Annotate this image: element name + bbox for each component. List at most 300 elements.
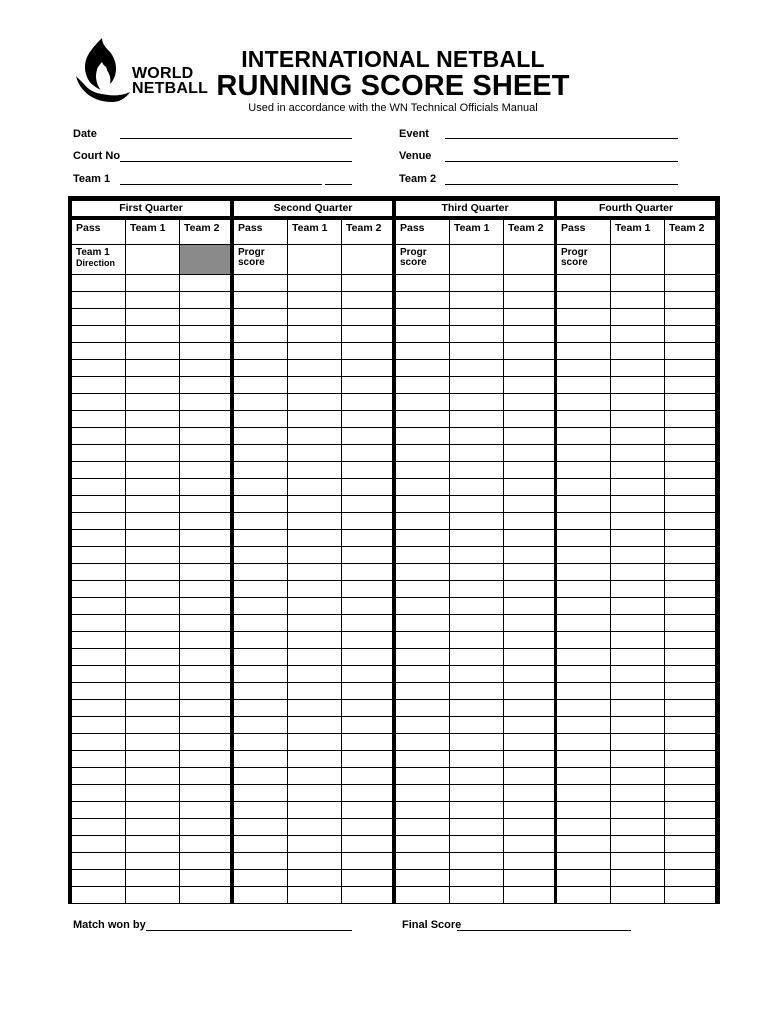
score-cell[interactable] — [180, 513, 230, 530]
score-cell[interactable] — [450, 870, 504, 887]
score-cell[interactable] — [342, 309, 392, 326]
score-cell[interactable] — [665, 428, 715, 445]
pass-cell[interactable] — [396, 343, 450, 360]
score-cell[interactable] — [126, 547, 180, 564]
pass-cell[interactable] — [234, 785, 288, 802]
score-cell[interactable] — [665, 462, 715, 479]
pass-cell[interactable] — [557, 734, 611, 751]
score-cell[interactable] — [180, 343, 230, 360]
score-cell[interactable] — [126, 802, 180, 819]
score-cell[interactable] — [504, 717, 554, 734]
pass-cell[interactable] — [396, 292, 450, 309]
pass-cell[interactable] — [557, 530, 611, 547]
score-cell[interactable] — [342, 411, 392, 428]
score-cell[interactable] — [342, 785, 392, 802]
score-cell[interactable] — [665, 751, 715, 768]
pass-cell[interactable] — [72, 649, 126, 666]
score-cell[interactable] — [665, 530, 715, 547]
pass-cell[interactable] — [234, 428, 288, 445]
pass-cell[interactable] — [557, 717, 611, 734]
score-cell[interactable] — [665, 819, 715, 836]
score-cell[interactable] — [665, 245, 715, 275]
pass-cell[interactable] — [557, 445, 611, 462]
score-cell[interactable] — [180, 360, 230, 377]
pass-cell[interactable] — [557, 683, 611, 700]
pass-cell[interactable] — [396, 394, 450, 411]
pass-cell[interactable] — [557, 785, 611, 802]
team1-field-extra[interactable] — [325, 184, 352, 185]
pass-cell[interactable] — [557, 632, 611, 649]
score-cell[interactable] — [342, 632, 392, 649]
score-cell[interactable] — [126, 394, 180, 411]
pass-cell[interactable] — [72, 445, 126, 462]
score-cell[interactable] — [180, 275, 230, 292]
score-cell[interactable] — [611, 394, 665, 411]
pass-cell[interactable] — [72, 666, 126, 683]
pass-cell[interactable] — [396, 360, 450, 377]
score-cell[interactable] — [504, 479, 554, 496]
score-cell[interactable] — [180, 853, 230, 870]
score-cell[interactable] — [504, 734, 554, 751]
score-cell[interactable] — [288, 377, 342, 394]
score-cell[interactable] — [504, 666, 554, 683]
pass-cell[interactable] — [234, 479, 288, 496]
pass-cell[interactable] — [396, 513, 450, 530]
score-cell[interactable] — [665, 717, 715, 734]
pass-cell[interactable] — [234, 547, 288, 564]
score-cell[interactable] — [611, 734, 665, 751]
score-cell[interactable] — [126, 734, 180, 751]
score-cell[interactable] — [342, 802, 392, 819]
score-cell[interactable] — [180, 530, 230, 547]
pass-cell[interactable] — [72, 581, 126, 598]
score-cell[interactable] — [126, 870, 180, 887]
pass-cell[interactable] — [396, 411, 450, 428]
score-cell[interactable] — [342, 462, 392, 479]
score-cell[interactable] — [504, 751, 554, 768]
pass-cell[interactable] — [234, 377, 288, 394]
pass-cell[interactable] — [72, 785, 126, 802]
pass-cell[interactable] — [72, 496, 126, 513]
score-cell[interactable] — [126, 666, 180, 683]
pass-cell[interactable] — [234, 513, 288, 530]
score-cell[interactable] — [665, 479, 715, 496]
score-cell[interactable] — [288, 245, 342, 275]
pass-cell[interactable] — [72, 734, 126, 751]
score-cell[interactable] — [126, 445, 180, 462]
score-cell[interactable] — [126, 598, 180, 615]
event-field[interactable] — [445, 138, 678, 139]
score-cell[interactable] — [342, 394, 392, 411]
pass-cell[interactable] — [72, 547, 126, 564]
score-cell[interactable] — [611, 292, 665, 309]
pass-cell[interactable] — [557, 802, 611, 819]
score-cell[interactable] — [450, 377, 504, 394]
score-cell[interactable] — [126, 496, 180, 513]
pass-cell[interactable] — [557, 513, 611, 530]
score-cell[interactable] — [126, 751, 180, 768]
venue-field[interactable] — [445, 161, 678, 162]
score-cell[interactable] — [504, 394, 554, 411]
score-cell[interactable] — [504, 564, 554, 581]
score-cell[interactable] — [288, 411, 342, 428]
score-cell[interactable] — [665, 598, 715, 615]
pass-cell[interactable] — [72, 394, 126, 411]
pass-cell[interactable] — [396, 615, 450, 632]
score-cell[interactable] — [180, 700, 230, 717]
score-cell[interactable] — [665, 326, 715, 343]
score-cell[interactable] — [288, 853, 342, 870]
score-cell[interactable] — [611, 360, 665, 377]
score-cell[interactable] — [450, 530, 504, 547]
score-cell[interactable] — [504, 785, 554, 802]
score-cell[interactable] — [611, 377, 665, 394]
pass-cell[interactable] — [72, 428, 126, 445]
pass-cell[interactable] — [557, 751, 611, 768]
pass-cell[interactable] — [72, 462, 126, 479]
court-no-field[interactable] — [120, 161, 352, 162]
score-cell[interactable] — [180, 326, 230, 343]
score-cell[interactable] — [342, 649, 392, 666]
score-cell[interactable] — [611, 530, 665, 547]
score-cell[interactable] — [288, 530, 342, 547]
pass-cell[interactable] — [72, 819, 126, 836]
score-cell[interactable] — [126, 530, 180, 547]
score-cell[interactable] — [288, 700, 342, 717]
pass-cell[interactable] — [234, 836, 288, 853]
score-cell[interactable] — [180, 462, 230, 479]
pass-cell[interactable] — [234, 581, 288, 598]
match-won-by-field[interactable] — [146, 930, 352, 931]
score-cell[interactable] — [342, 275, 392, 292]
score-cell[interactable] — [665, 683, 715, 700]
score-cell[interactable] — [126, 887, 180, 904]
pass-cell[interactable] — [557, 768, 611, 785]
pass-cell[interactable] — [396, 649, 450, 666]
pass-cell[interactable] — [396, 683, 450, 700]
score-cell[interactable] — [611, 275, 665, 292]
score-cell[interactable] — [126, 360, 180, 377]
score-cell[interactable] — [288, 649, 342, 666]
score-cell[interactable] — [450, 819, 504, 836]
score-cell[interactable] — [665, 615, 715, 632]
score-cell[interactable] — [504, 496, 554, 513]
score-cell[interactable] — [180, 309, 230, 326]
pass-cell[interactable] — [234, 819, 288, 836]
pass-cell[interactable] — [72, 751, 126, 768]
pass-cell[interactable] — [396, 768, 450, 785]
date-field[interactable] — [120, 138, 352, 139]
pass-cell[interactable] — [557, 428, 611, 445]
score-cell[interactable] — [126, 632, 180, 649]
pass-cell[interactable] — [396, 853, 450, 870]
score-cell[interactable] — [611, 326, 665, 343]
score-cell[interactable] — [126, 581, 180, 598]
score-cell[interactable] — [126, 717, 180, 734]
score-cell[interactable] — [126, 245, 180, 275]
pass-cell[interactable] — [557, 870, 611, 887]
score-cell[interactable] — [611, 853, 665, 870]
score-cell[interactable] — [180, 445, 230, 462]
pass-cell[interactable] — [396, 445, 450, 462]
pass-cell[interactable] — [72, 343, 126, 360]
score-cell[interactable] — [504, 462, 554, 479]
score-cell[interactable] — [126, 836, 180, 853]
score-cell[interactable] — [665, 632, 715, 649]
team1-field[interactable] — [120, 184, 322, 185]
pass-cell[interactable] — [557, 360, 611, 377]
score-cell[interactable] — [504, 275, 554, 292]
score-cell[interactable] — [611, 683, 665, 700]
score-cell[interactable] — [342, 836, 392, 853]
pass-cell[interactable] — [396, 598, 450, 615]
score-cell[interactable] — [611, 632, 665, 649]
score-cell[interactable] — [288, 445, 342, 462]
score-cell[interactable] — [450, 785, 504, 802]
score-cell[interactable] — [450, 700, 504, 717]
pass-cell[interactable] — [396, 377, 450, 394]
score-cell[interactable] — [180, 666, 230, 683]
score-cell[interactable] — [450, 547, 504, 564]
score-cell[interactable] — [180, 683, 230, 700]
score-cell[interactable] — [180, 394, 230, 411]
score-cell[interactable] — [126, 411, 180, 428]
score-cell[interactable] — [504, 632, 554, 649]
score-cell[interactable] — [450, 887, 504, 904]
score-cell[interactable] — [126, 853, 180, 870]
score-cell[interactable] — [450, 683, 504, 700]
pass-cell[interactable] — [234, 853, 288, 870]
score-cell[interactable] — [665, 513, 715, 530]
score-cell[interactable] — [126, 785, 180, 802]
pass-cell[interactable] — [234, 292, 288, 309]
score-cell[interactable] — [504, 615, 554, 632]
pass-cell[interactable] — [557, 411, 611, 428]
pass-cell[interactable] — [396, 530, 450, 547]
pass-cell[interactable] — [557, 496, 611, 513]
score-cell[interactable] — [665, 309, 715, 326]
score-cell[interactable] — [611, 581, 665, 598]
pass-cell[interactable] — [234, 666, 288, 683]
score-cell[interactable] — [450, 479, 504, 496]
score-cell[interactable] — [180, 768, 230, 785]
pass-cell[interactable] — [557, 309, 611, 326]
score-cell[interactable] — [126, 326, 180, 343]
score-cell[interactable] — [450, 751, 504, 768]
score-cell[interactable] — [665, 547, 715, 564]
pass-cell[interactable] — [234, 751, 288, 768]
score-cell[interactable] — [504, 581, 554, 598]
pass-cell[interactable] — [557, 853, 611, 870]
score-cell[interactable] — [450, 445, 504, 462]
pass-cell[interactable] — [234, 394, 288, 411]
score-cell[interactable] — [126, 462, 180, 479]
score-cell[interactable] — [665, 836, 715, 853]
pass-cell[interactable] — [396, 479, 450, 496]
pass-cell[interactable] — [72, 632, 126, 649]
score-cell[interactable] — [288, 496, 342, 513]
score-cell[interactable] — [504, 836, 554, 853]
pass-cell[interactable] — [557, 394, 611, 411]
score-cell[interactable] — [611, 564, 665, 581]
score-cell[interactable] — [611, 479, 665, 496]
pass-cell[interactable] — [557, 666, 611, 683]
score-cell[interactable] — [450, 632, 504, 649]
pass-cell[interactable] — [557, 598, 611, 615]
score-cell[interactable] — [180, 802, 230, 819]
score-cell[interactable] — [288, 632, 342, 649]
pass-cell[interactable] — [72, 564, 126, 581]
score-cell[interactable] — [611, 309, 665, 326]
score-cell[interactable] — [180, 292, 230, 309]
score-cell[interactable] — [450, 836, 504, 853]
score-cell[interactable] — [504, 513, 554, 530]
pass-cell[interactable] — [234, 649, 288, 666]
pass-cell[interactable] — [396, 802, 450, 819]
score-cell[interactable] — [665, 853, 715, 870]
score-cell[interactable] — [288, 275, 342, 292]
score-cell[interactable] — [504, 802, 554, 819]
score-cell[interactable] — [342, 683, 392, 700]
score-cell[interactable] — [665, 496, 715, 513]
score-cell[interactable] — [450, 462, 504, 479]
score-cell[interactable] — [611, 343, 665, 360]
score-cell[interactable] — [126, 683, 180, 700]
score-cell[interactable] — [342, 513, 392, 530]
pass-cell[interactable] — [396, 428, 450, 445]
score-cell[interactable] — [665, 411, 715, 428]
score-cell[interactable] — [180, 887, 230, 904]
score-cell[interactable] — [342, 870, 392, 887]
score-cell[interactable] — [342, 581, 392, 598]
score-cell[interactable] — [665, 666, 715, 683]
pass-cell[interactable] — [72, 309, 126, 326]
score-cell[interactable] — [180, 819, 230, 836]
score-cell[interactable] — [342, 853, 392, 870]
pass-cell[interactable] — [557, 887, 611, 904]
pass-cell[interactable] — [72, 479, 126, 496]
score-cell[interactable] — [180, 717, 230, 734]
score-cell[interactable] — [665, 785, 715, 802]
pass-cell[interactable] — [72, 513, 126, 530]
score-cell[interactable] — [342, 751, 392, 768]
score-cell[interactable] — [342, 377, 392, 394]
score-cell[interactable] — [342, 768, 392, 785]
pass-cell[interactable] — [72, 275, 126, 292]
score-cell[interactable] — [450, 564, 504, 581]
score-cell[interactable] — [504, 683, 554, 700]
pass-cell[interactable] — [557, 700, 611, 717]
pass-cell[interactable] — [72, 411, 126, 428]
score-cell[interactable] — [180, 547, 230, 564]
score-cell[interactable] — [665, 445, 715, 462]
pass-cell[interactable] — [557, 292, 611, 309]
score-cell[interactable] — [611, 887, 665, 904]
score-cell[interactable] — [665, 360, 715, 377]
score-cell[interactable] — [288, 343, 342, 360]
score-cell[interactable] — [504, 649, 554, 666]
score-cell[interactable] — [611, 700, 665, 717]
pass-cell[interactable] — [234, 734, 288, 751]
pass-cell[interactable] — [72, 530, 126, 547]
pass-cell[interactable] — [72, 292, 126, 309]
score-cell[interactable] — [611, 751, 665, 768]
score-cell[interactable] — [342, 496, 392, 513]
pass-cell[interactable] — [72, 887, 126, 904]
pass-cell[interactable] — [234, 870, 288, 887]
score-cell[interactable] — [611, 462, 665, 479]
score-cell[interactable] — [342, 564, 392, 581]
score-cell[interactable] — [611, 428, 665, 445]
score-cell[interactable] — [342, 615, 392, 632]
score-cell[interactable] — [342, 245, 392, 275]
score-cell[interactable] — [504, 309, 554, 326]
pass-cell[interactable] — [396, 870, 450, 887]
score-cell[interactable] — [126, 309, 180, 326]
pass-cell[interactable] — [72, 326, 126, 343]
pass-cell[interactable] — [234, 615, 288, 632]
score-cell[interactable] — [288, 326, 342, 343]
score-cell[interactable] — [611, 547, 665, 564]
score-cell[interactable] — [504, 343, 554, 360]
score-cell[interactable] — [450, 326, 504, 343]
team2-field[interactable] — [445, 184, 678, 185]
pass-cell[interactable] — [396, 751, 450, 768]
pass-cell[interactable] — [72, 615, 126, 632]
score-cell[interactable] — [288, 360, 342, 377]
score-cell[interactable] — [180, 632, 230, 649]
score-cell[interactable] — [126, 428, 180, 445]
pass-cell[interactable] — [557, 836, 611, 853]
score-cell[interactable] — [126, 564, 180, 581]
score-cell[interactable] — [611, 802, 665, 819]
pass-cell[interactable] — [396, 309, 450, 326]
score-cell[interactable] — [342, 292, 392, 309]
score-cell[interactable] — [504, 530, 554, 547]
score-cell[interactable] — [288, 785, 342, 802]
score-cell[interactable] — [288, 734, 342, 751]
score-cell[interactable] — [665, 343, 715, 360]
pass-cell[interactable] — [396, 785, 450, 802]
score-cell[interactable] — [504, 326, 554, 343]
pass-cell[interactable] — [396, 887, 450, 904]
score-cell[interactable] — [504, 360, 554, 377]
score-cell[interactable] — [665, 734, 715, 751]
score-cell[interactable] — [180, 870, 230, 887]
score-cell[interactable] — [342, 360, 392, 377]
score-cell[interactable] — [611, 615, 665, 632]
score-cell[interactable] — [665, 377, 715, 394]
score-cell[interactable] — [450, 598, 504, 615]
score-cell[interactable] — [126, 649, 180, 666]
score-cell[interactable] — [611, 245, 665, 275]
score-cell[interactable] — [180, 785, 230, 802]
score-cell[interactable] — [611, 717, 665, 734]
pass-cell[interactable] — [72, 836, 126, 853]
score-cell[interactable] — [665, 768, 715, 785]
score-cell[interactable] — [126, 275, 180, 292]
pass-cell[interactable] — [234, 496, 288, 513]
score-cell[interactable] — [450, 717, 504, 734]
pass-cell[interactable] — [396, 632, 450, 649]
score-cell[interactable] — [288, 479, 342, 496]
score-cell[interactable] — [126, 479, 180, 496]
score-cell[interactable] — [611, 513, 665, 530]
score-cell[interactable] — [504, 887, 554, 904]
pass-cell[interactable] — [72, 700, 126, 717]
pass-cell[interactable] — [396, 326, 450, 343]
score-cell[interactable] — [665, 275, 715, 292]
